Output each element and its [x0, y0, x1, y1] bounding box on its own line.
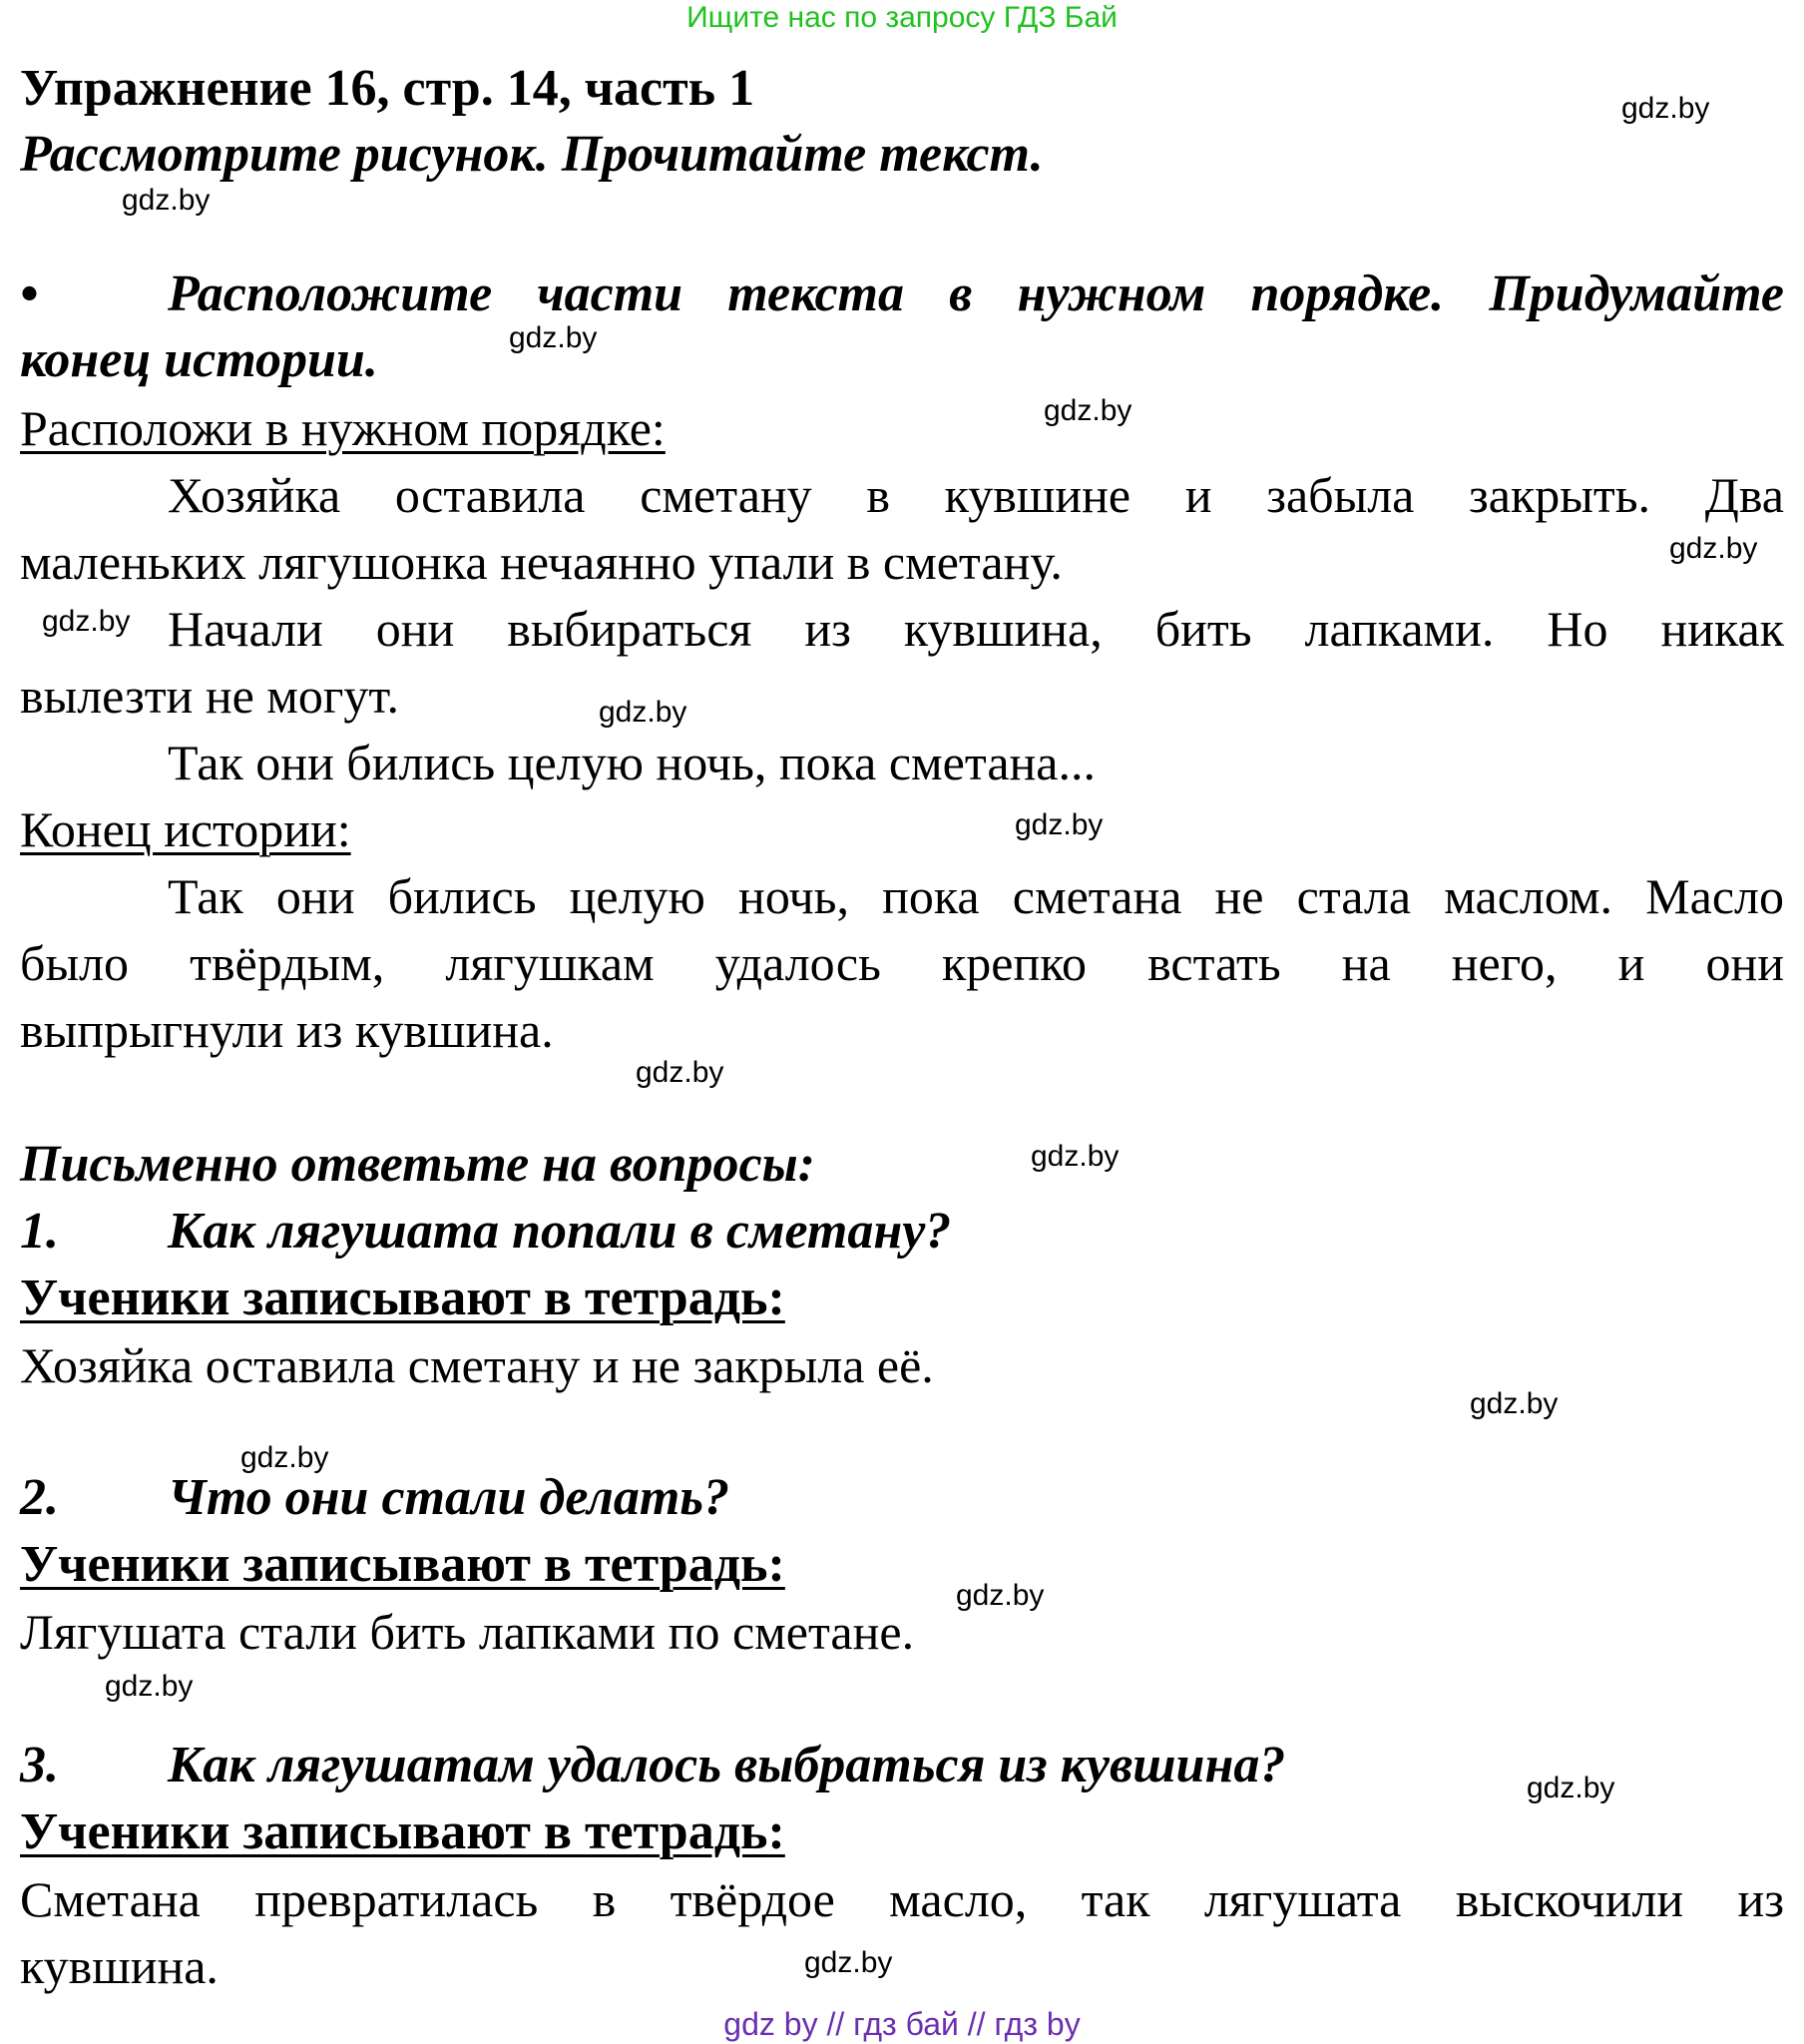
watermark: gdz.by — [122, 184, 211, 217]
answer-2: Лягушата стали бить лапками по сметане. — [20, 1604, 915, 1660]
watermark: gdz.by — [1527, 1772, 1615, 1804]
watermark: gdz.by — [599, 696, 687, 729]
watermark: gdz.by — [636, 1056, 724, 1089]
watermark: gdz.by — [42, 605, 131, 638]
ending-heading: Конец истории: — [20, 801, 351, 857]
bullet-icon: • — [20, 265, 39, 322]
watermark: gdz.by — [1621, 92, 1710, 125]
order-p1-line2: маленьких лягушонка нечаянно упали в сметану. — [20, 534, 1063, 590]
search-banner: Ищите нас по запросу ГДЗ Бай — [686, 1, 1118, 34]
watermark: gdz.by — [1044, 394, 1132, 427]
watermark: gdz.by — [804, 1946, 893, 1979]
order-heading: Расположи в нужном порядке: — [20, 400, 666, 456]
exercise-title: Упражнение 16, стр. 14, часть 1 — [20, 60, 755, 117]
instruction: Рассмотрите рисунок. Прочитайте текст. — [20, 126, 1044, 183]
question-3: 3. Как лягушатам удалось выбраться из кувшина? — [20, 1737, 1286, 1793]
order-p2-line1: Начали они выбираться из кувшина, бить лапками. Но никак — [168, 601, 1784, 657]
order-p2-line2: вылезти не могут. — [20, 668, 400, 724]
question-1: 1. Как лягушата попали в сметану? — [20, 1203, 952, 1260]
watermark: gdz.by — [956, 1579, 1045, 1612]
watermark: gdz.by — [1470, 1387, 1559, 1420]
questions-heading: Письменно ответьте на вопросы: — [20, 1136, 815, 1193]
footer-links: gdz by // гдз бай // гдз by — [723, 2006, 1081, 2042]
task-line-1: • Расположите части текста в нужном порядке. Придумайте — [20, 261, 1784, 327]
order-p3: Так они бились целую ночь, пока сметана... — [168, 735, 1096, 790]
watermark: gdz.by — [1669, 532, 1758, 565]
ending-line1: Так они бились целую ночь, пока сметана не стала маслом. Масло — [168, 868, 1784, 924]
watermark: gdz.by — [1015, 808, 1104, 841]
watermark: gdz.by — [105, 1670, 194, 1703]
answer-label-2: Ученики записывают в тетрадь: — [20, 1536, 785, 1593]
order-p1-line1: Хозяйка оставила сметану в кувшине и забыла закрыть. Два — [168, 467, 1784, 523]
answer-1: Хозяйка оставила сметану и не закрыла её. — [20, 1337, 934, 1393]
watermark: gdz.by — [1031, 1140, 1120, 1173]
answer-3-line1: Сметана превратилась в твёрдое масло, так лягушата выскочили из — [20, 1871, 1784, 1927]
ending-line2: было твёрдым, лягушкам удалось крепко встать на него, и они — [20, 935, 1784, 991]
answer-label-1: Ученики записывают в тетрадь: — [20, 1270, 785, 1326]
question-2: 2. Что они стали делать? — [20, 1469, 730, 1526]
watermark: gdz.by — [509, 321, 598, 354]
answer-label-3: Ученики записывают в тетрадь: — [20, 1803, 785, 1860]
ending-line3: выпрыгнули из кувшина. — [20, 1002, 554, 1058]
answer-3-line2: кувшина. — [20, 1938, 219, 1994]
task-line-2: конец истории. — [20, 331, 378, 388]
watermark: gdz.by — [240, 1441, 329, 1474]
